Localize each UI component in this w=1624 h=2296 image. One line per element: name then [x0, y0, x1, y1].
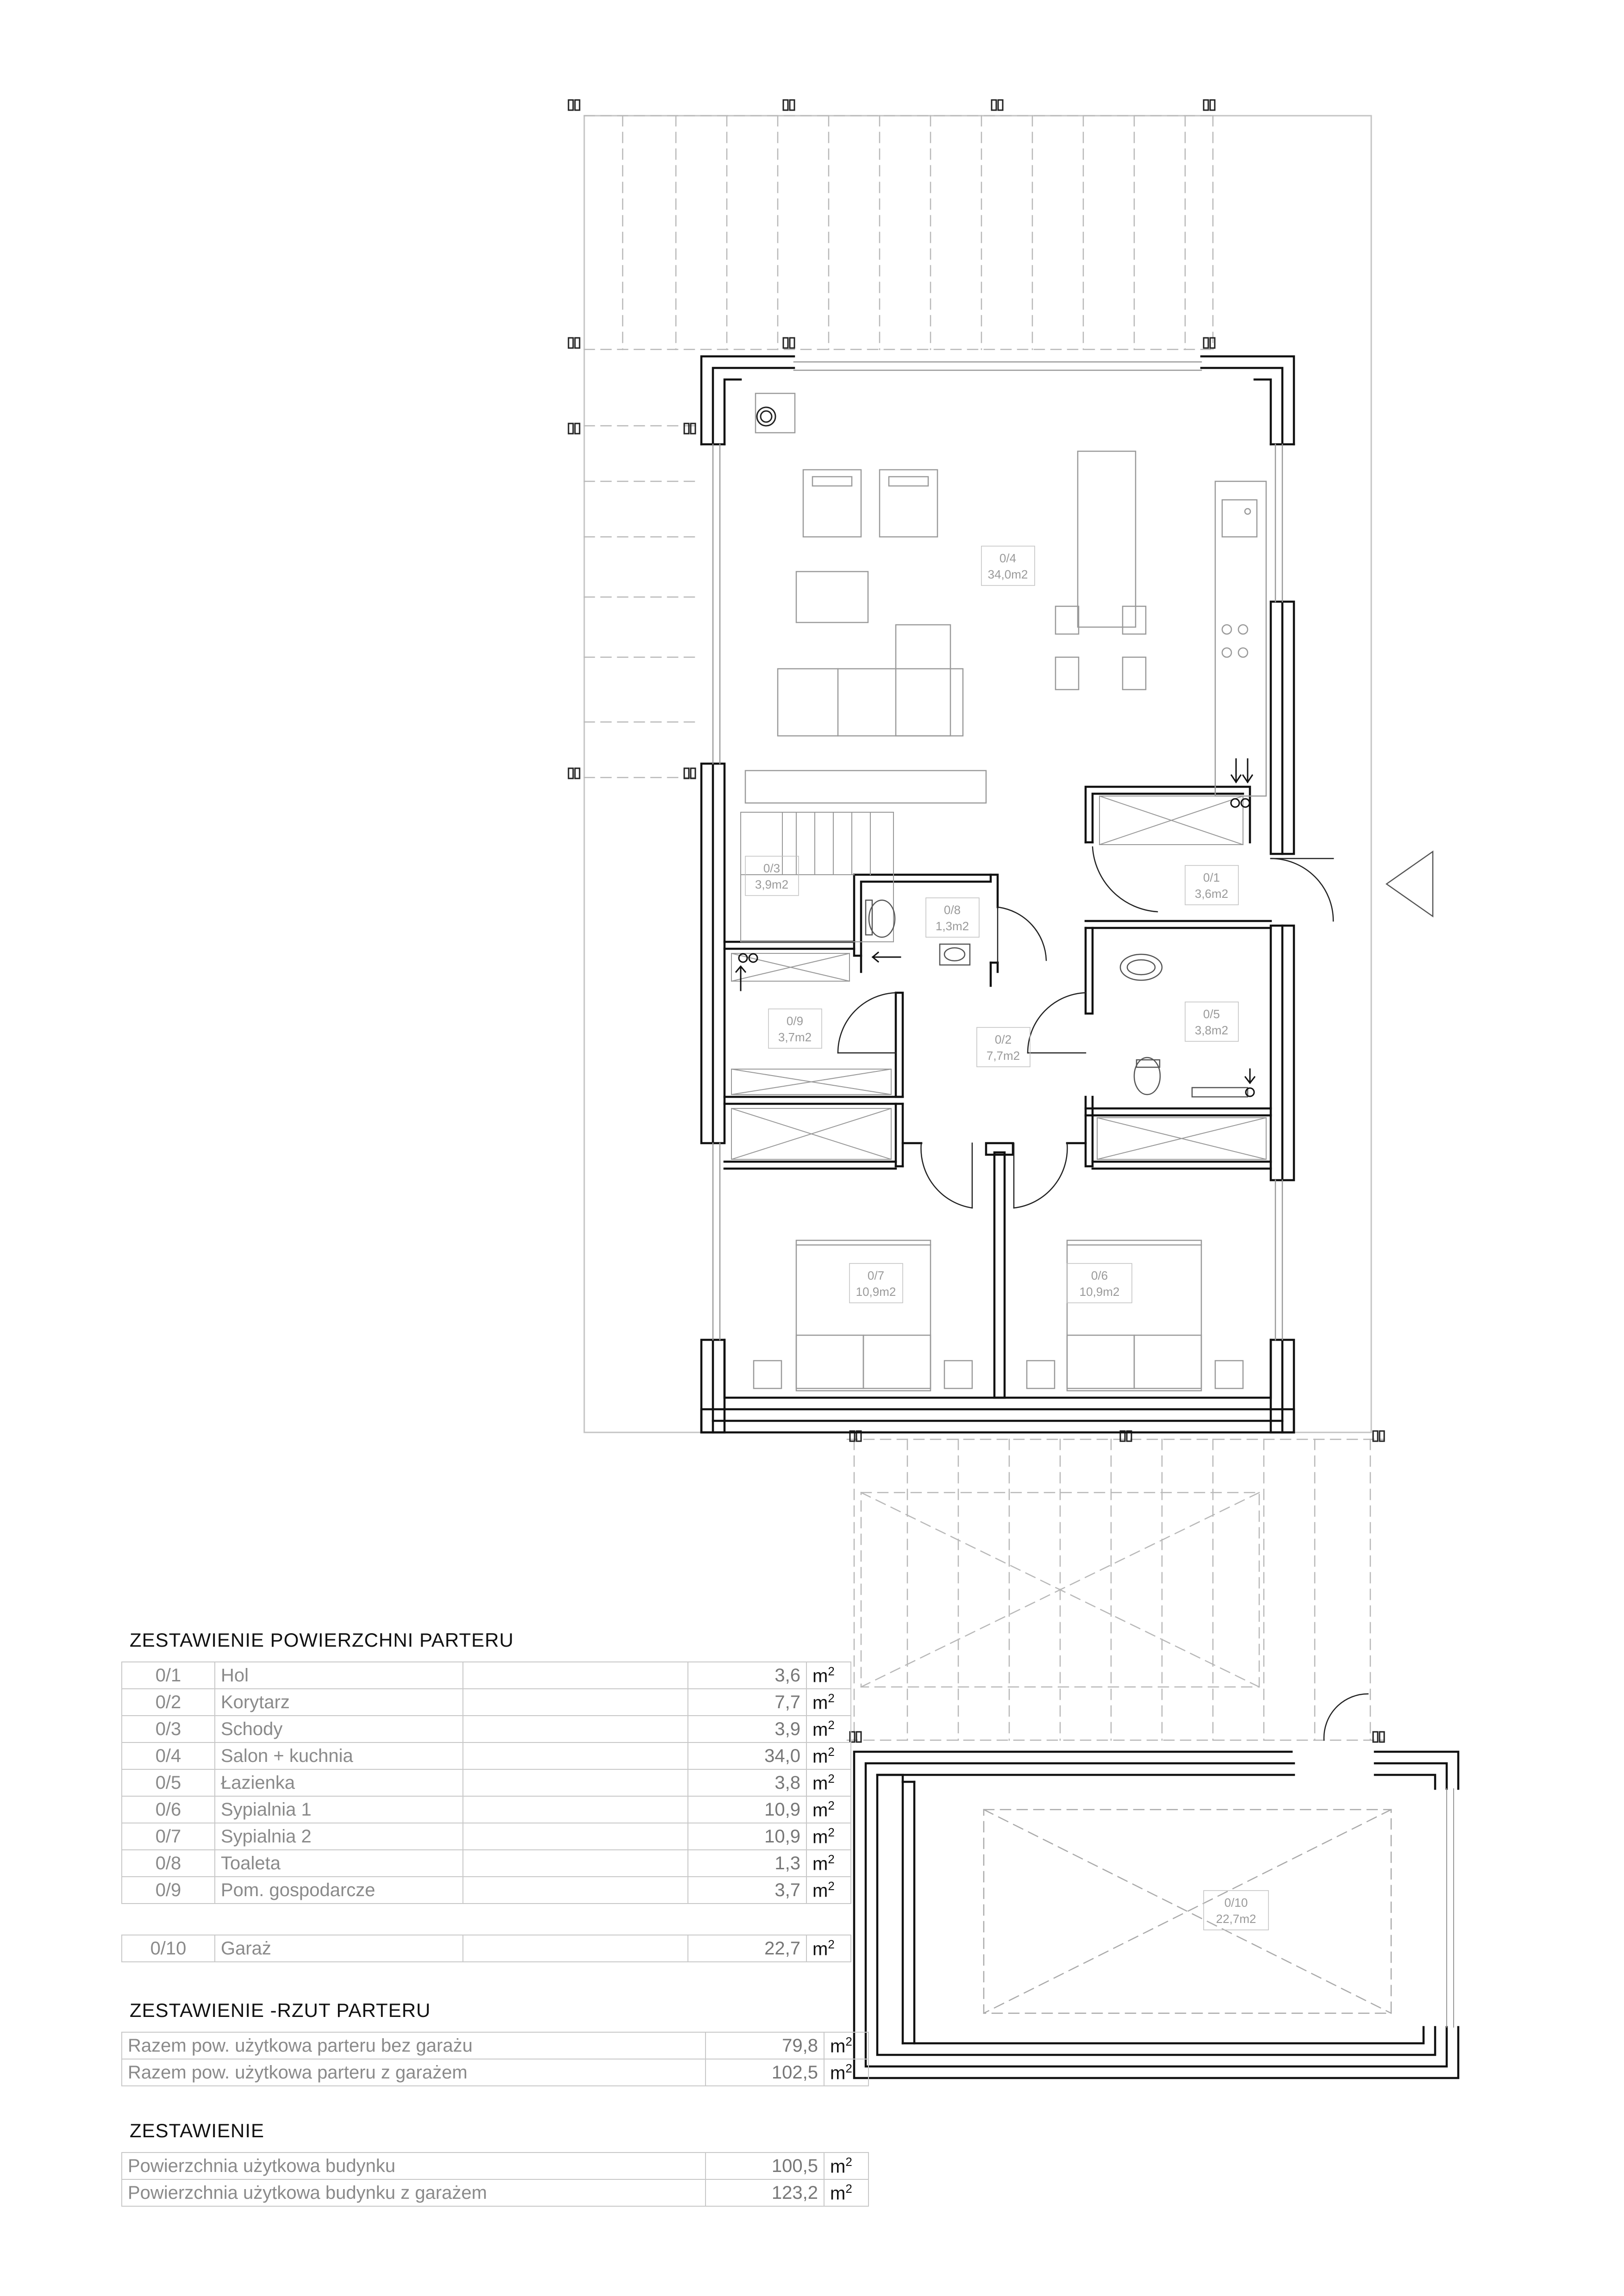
garage-walls — [854, 1752, 1458, 2078]
room-no: 0/2 — [122, 1689, 215, 1716]
room-no: 0/1 — [122, 1662, 215, 1689]
empty-cell — [463, 1769, 688, 1796]
table3-title: ZESTAWIENIE — [130, 2120, 265, 2141]
empty-cell — [463, 1935, 688, 1962]
room-name: Hol — [215, 1662, 463, 1689]
unit: $m^2$ — [824, 2059, 868, 2086]
unit: $m^2$ — [806, 1850, 851, 1877]
unit: $m^2$ — [806, 1796, 851, 1823]
table-row — [122, 2059, 868, 2086]
room-label-no-0-6: 0/6 — [1091, 1269, 1108, 1282]
pergola-left — [584, 426, 699, 778]
room-area: 22,7 — [688, 1935, 806, 1962]
table2-title: ZESTAWIENIE -RZUT PARTERU — [130, 1999, 431, 2021]
unit: $m^2$ — [806, 1935, 851, 1962]
table-row — [122, 2032, 868, 2059]
room-label-no-0-1: 0/1 — [1203, 871, 1220, 884]
unit: $m^2$ — [806, 1877, 851, 1904]
table-row — [122, 1742, 851, 1769]
unit: $m^2$ — [806, 1742, 851, 1769]
table-row — [122, 1689, 851, 1716]
room-name: Toaleta — [215, 1850, 463, 1877]
empty-cell — [463, 1716, 688, 1742]
area-table-ground-floor — [121, 1661, 851, 1904]
summary-table-building — [121, 2152, 869, 2207]
summary-area: 123,2 — [706, 2179, 824, 2206]
room-label-no-0-5: 0/5 — [1203, 1007, 1220, 1021]
summary-name: Razem pow. użytkowa parteru z garażem — [122, 2059, 706, 2086]
unit: $m^2$ — [824, 2032, 868, 2059]
room-label-no-0-9: 0/9 — [786, 1014, 804, 1028]
room-label-no-0-8: 0/8 — [943, 903, 961, 917]
table1-title: ZESTAWIENIE POWIERZCHNI PARTERU — [130, 1629, 514, 1651]
room-no: 0/4 — [122, 1742, 215, 1769]
entrance-marker — [1387, 852, 1433, 916]
room-area: 3,6 — [688, 1662, 806, 1689]
table-row — [122, 1769, 851, 1796]
room-label-area-0-1: 3,6m2 — [1194, 887, 1229, 901]
room-area: 34,0 — [688, 1742, 806, 1769]
room-no: 0/5 — [122, 1769, 215, 1796]
unit: $m^2$ — [824, 2153, 868, 2179]
table-row — [122, 1796, 851, 1823]
beds — [754, 1240, 1243, 1391]
room-label-area-0-10: 22,7m2 — [1216, 1912, 1256, 1926]
empty-cell — [463, 1823, 688, 1850]
room-label-area-0-3: 3,9m2 — [755, 877, 789, 891]
unit: $m^2$ — [806, 1769, 851, 1796]
empty-cell — [463, 1742, 688, 1769]
room-area: 10,9 — [688, 1823, 806, 1850]
garage-car-space — [984, 1810, 1391, 2013]
room-label-area-0-6: 10,9m2 — [1079, 1285, 1120, 1299]
table-row — [122, 1850, 851, 1877]
empty-cell — [463, 1662, 688, 1689]
empty-cell — [463, 1850, 688, 1877]
room-area: 3,8 — [688, 1769, 806, 1796]
table-row — [122, 1662, 851, 1689]
room-label-area-0-7: 10,9m2 — [856, 1285, 896, 1299]
table-row — [122, 2179, 868, 2206]
empty-cell — [463, 1796, 688, 1823]
room-no: 0/3 — [122, 1716, 215, 1742]
table-row — [122, 1877, 851, 1904]
room-area: 7,7 — [688, 1689, 806, 1716]
room-label-no-0-7: 0/7 — [867, 1269, 885, 1282]
table-row — [122, 1823, 851, 1850]
room-label-no-0-2: 0/2 — [994, 1033, 1012, 1046]
room-no: 0/9 — [122, 1877, 215, 1904]
room-label-area-0-8: 1,3m2 — [935, 919, 969, 933]
pergola-posts-top — [568, 100, 1215, 348]
room-area: 3,7 — [688, 1877, 806, 1904]
room-name: Sypialnia 2 — [215, 1823, 463, 1850]
summary-table-ground-floor — [121, 2032, 869, 2086]
living-furniture — [745, 393, 986, 803]
room-label-area-0-9: 3,7m2 — [778, 1030, 812, 1044]
summary-name: Powierzchnia użytkowa budynku — [122, 2153, 706, 2179]
room-name: Sypialnia 1 — [215, 1796, 463, 1823]
room-name: Garaż — [215, 1935, 463, 1962]
room-no: 0/7 — [122, 1823, 215, 1850]
room-label-no-0-10: 0/10 — [1224, 1896, 1248, 1910]
unit: $m^2$ — [806, 1689, 851, 1716]
unit: $m^2$ — [806, 1662, 851, 1689]
table-row — [122, 1935, 851, 1962]
summary-name: Razem pow. użytkowa parteru bez garażu — [122, 2032, 706, 2059]
table-row — [122, 2153, 868, 2179]
room-label-area-0-2: 7,7m2 — [986, 1049, 1020, 1063]
empty-cell — [463, 1877, 688, 1904]
room-name: Pom. gospodarcze — [215, 1877, 463, 1904]
room-name: Salon + kuchnia — [215, 1742, 463, 1769]
carport — [847, 1439, 1384, 1740]
room-label-no-0-4: 0/4 — [999, 551, 1017, 565]
room-name: Korytarz — [215, 1689, 463, 1716]
room-no: 0/6 — [122, 1796, 215, 1823]
summary-name: Powierzchnia użytkowa budynku z garażem — [122, 2179, 706, 2206]
room-area: 1,3 — [688, 1850, 806, 1877]
summary-area: 102,5 — [706, 2059, 824, 2086]
room-area: 10,9 — [688, 1796, 806, 1823]
room-name: Schody — [215, 1716, 463, 1742]
toilet-fixtures — [866, 900, 1248, 1097]
room-area: 3,9 — [688, 1716, 806, 1742]
stairs — [741, 812, 893, 942]
room-label-no-0-3: 0/3 — [763, 861, 781, 875]
unit: $m^2$ — [806, 1823, 851, 1850]
room-no: 0/10 — [122, 1935, 215, 1962]
pergola-top — [584, 116, 1213, 349]
unit: $m^2$ — [824, 2179, 868, 2206]
room-label-area-0-4: 34,0m2 — [987, 567, 1028, 581]
room-label-area-0-5: 3,8m2 — [1194, 1023, 1229, 1037]
table-row — [122, 1716, 851, 1742]
area-table-garage — [121, 1935, 851, 1962]
room-no: 0/8 — [122, 1850, 215, 1877]
summary-area: 100,5 — [706, 2153, 824, 2179]
summary-area: 79,8 — [706, 2032, 824, 2059]
room-name: Łazienka — [215, 1769, 463, 1796]
empty-cell — [463, 1689, 688, 1716]
kitchen-counter — [1056, 451, 1266, 796]
unit: $m^2$ — [806, 1716, 851, 1742]
